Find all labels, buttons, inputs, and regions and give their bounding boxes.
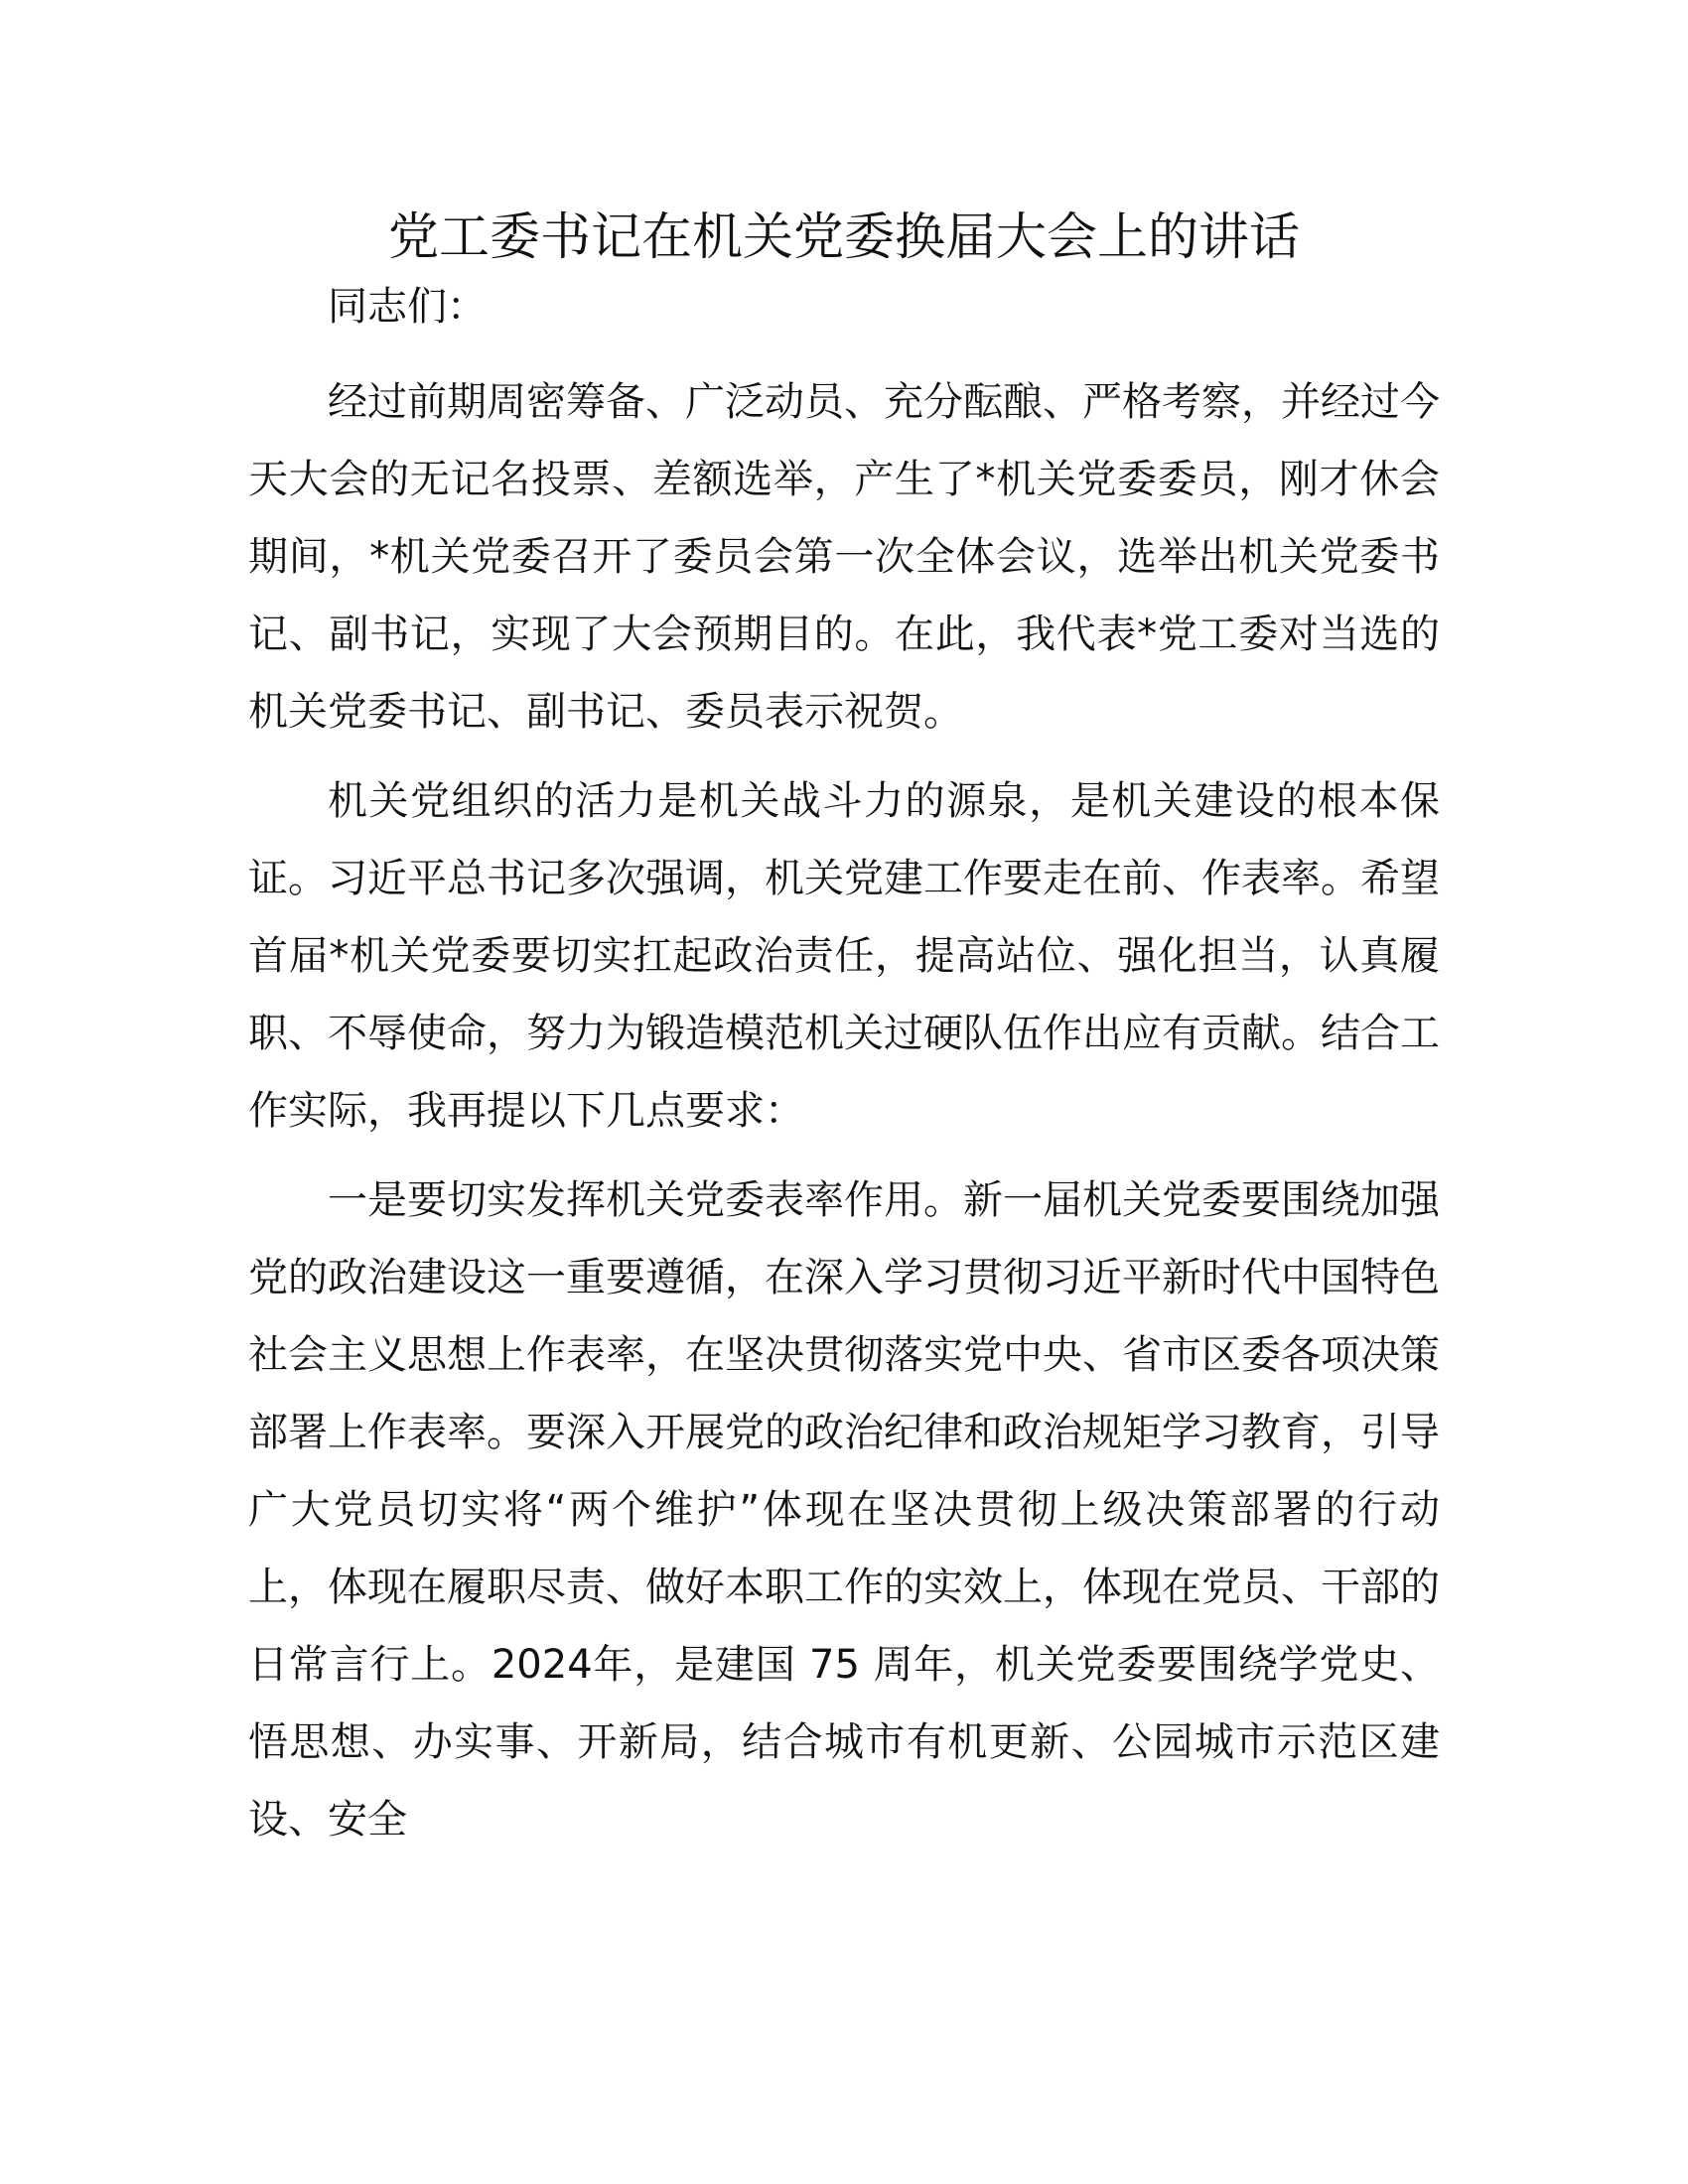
paragraph-3: 一是要切实发挥机关党委表率作用。新一届机关党委要围绕加强党的政治建设这一重要遵循，在深入学习贯彻习近平新时代中国特色社会主义思想上作表率，在坚决贯彻落实党中央、省市区委各项决策部署上作表率。要深入开展党的政治纪律和政治规矩学习教育，引导广大党员切实将“两个维护”体现在坚决贯彻上级决策部署的行动上，体现在履职尽责、做好本职工作的实效上，体现在党员、干部的日常言行上。2024年，是建国 75 周年，机关党委要围绕学党史、悟思想、办实事、开新局，结合城市有机更新、公园城市示范区建设、安全 (248, 1177, 1440, 1843)
paragraph-1: 经过前期周密筹备、广泛动员、充分酝酿、严格考察，并经过今天大会的无记名投票、差额选举，产生了*机关党委委员，刚才休会期间，*机关党委召开了委员会第一次全体会议，选举出机关党委书记、副书记，实现了大会预期目的。在此，我代表*党工委对当选的机关党委书记、副书记、委员表示祝贺。 (248, 379, 1440, 735)
document-body (248, 268, 1440, 1870)
paragraph-2: 机关党组织的活力是机关战斗力的源泉，是机关建设的根本保证。习近平总书记多次强调，机关党建工作要走在前、作表率。希望首届*机关党委要切实扛起政治责任，提高站位、强化担当，认真履职、不辱使命，努力为锻造模范机关过硬队伍作出应有贡献。结合工作实际，我再提以下几点要求： (248, 778, 1440, 1134)
salutation: 同志们： (328, 284, 487, 330)
document-title: 党工委书记在机关党委换届大会上的讲话 (387, 208, 1300, 267)
